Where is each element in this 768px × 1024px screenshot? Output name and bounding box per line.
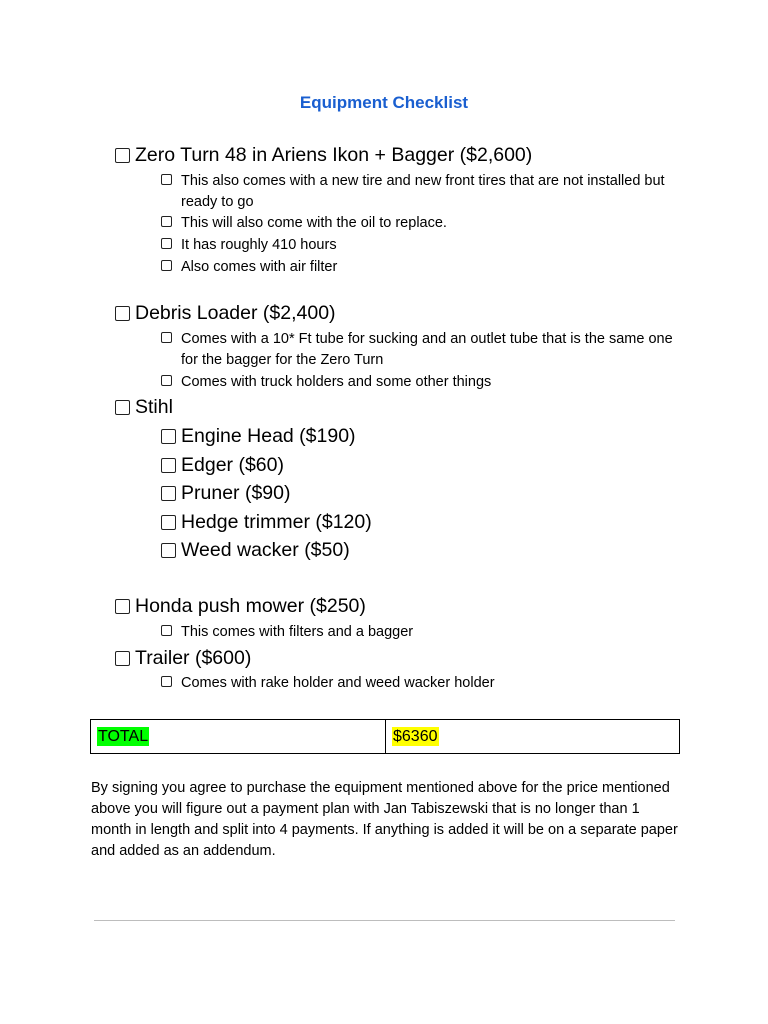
item-label: Zero Turn 48 in Ariens Ikon + Bagger ($2,600) bbox=[135, 144, 533, 166]
total-value: $6360 bbox=[393, 727, 438, 745]
checkbox-debris-loader[interactable] bbox=[115, 306, 130, 321]
sub-item-label: Pruner ($90) bbox=[181, 482, 291, 504]
item-label: Debris Loader ($2,400) bbox=[135, 302, 336, 324]
sub-item[interactable] bbox=[161, 329, 681, 371]
total-row bbox=[91, 720, 680, 754]
item-label: Honda push mower ($250) bbox=[135, 595, 366, 617]
sub-item-engine-head[interactable] bbox=[161, 425, 356, 448]
checkbox[interactable] bbox=[161, 375, 172, 386]
checkbox[interactable] bbox=[161, 238, 172, 249]
sub-item-label: Engine Head ($190) bbox=[181, 425, 356, 447]
checklist-item-stihl[interactable] bbox=[115, 396, 173, 419]
sub-item-label: Comes with a 10* Ft tube for sucking and an outlet tube that is the same one for the bagger for the Zero Turn bbox=[181, 331, 673, 368]
sub-item[interactable] bbox=[161, 673, 681, 694]
sub-item[interactable] bbox=[161, 235, 681, 256]
sub-item-label: Edger ($60) bbox=[181, 454, 284, 476]
sub-item-label: Comes with truck holders and some other things bbox=[181, 374, 492, 390]
checkbox[interactable] bbox=[161, 486, 176, 501]
sub-item-label: It has roughly 410 hours bbox=[181, 237, 337, 253]
checkbox[interactable] bbox=[161, 625, 172, 636]
checklist-item-zero-turn[interactable] bbox=[115, 144, 532, 167]
sub-item-label: Hedge trimmer ($120) bbox=[181, 511, 372, 533]
checklist-item-honda[interactable] bbox=[115, 595, 366, 618]
sub-item-label: Comes with rake holder and weed wacker holder bbox=[181, 675, 495, 691]
sub-item-pruner[interactable] bbox=[161, 482, 290, 505]
signature-line bbox=[94, 920, 675, 921]
checklist-item-debris-loader[interactable] bbox=[115, 302, 336, 325]
agreement-text: By signing you agree to purchase the equipment mentioned above for the price mentioned above you will figure out a payment plan with Jan Tabiszewski that is no longer than 1 month in length and split into 4 payments. If anything is added it will be on a separate paper and added as an addendum. bbox=[91, 780, 678, 859]
total-label-cell bbox=[91, 720, 386, 754]
checkbox-honda[interactable] bbox=[115, 599, 130, 614]
checkbox[interactable] bbox=[161, 216, 172, 227]
checklist-item-trailer[interactable] bbox=[115, 647, 251, 670]
sub-item-weed-wacker[interactable] bbox=[161, 539, 350, 562]
sub-item[interactable] bbox=[161, 171, 681, 213]
sub-item-hedge-trimmer[interactable] bbox=[161, 511, 372, 534]
item-label: Trailer ($600) bbox=[135, 647, 252, 669]
checkbox[interactable] bbox=[161, 676, 172, 687]
checkbox-stihl[interactable] bbox=[115, 400, 130, 415]
checkbox[interactable] bbox=[161, 429, 176, 444]
item-label: Stihl bbox=[135, 396, 173, 418]
checkbox-trailer[interactable] bbox=[115, 651, 130, 666]
sub-item[interactable] bbox=[161, 257, 681, 278]
total-table bbox=[90, 719, 680, 754]
sub-item-label: Also comes with air filter bbox=[181, 259, 338, 275]
sub-item[interactable] bbox=[161, 372, 681, 393]
sub-item-label: This comes with filters and a bagger bbox=[181, 624, 414, 640]
sub-item-label: Weed wacker ($50) bbox=[181, 539, 350, 561]
checkbox[interactable] bbox=[161, 260, 172, 271]
total-label: TOTAL bbox=[98, 727, 149, 745]
sub-item[interactable] bbox=[161, 213, 681, 234]
checkbox[interactable] bbox=[161, 332, 172, 343]
checkbox[interactable] bbox=[161, 515, 176, 530]
checkbox[interactable] bbox=[161, 174, 172, 185]
page-title: Equipment Checklist bbox=[299, 93, 469, 112]
sub-item-label: This will also come with the oil to replace. bbox=[181, 215, 447, 231]
total-value-cell bbox=[386, 720, 680, 754]
sub-item[interactable] bbox=[161, 622, 681, 643]
checkbox-zero-turn[interactable] bbox=[115, 148, 130, 163]
checkbox[interactable] bbox=[161, 543, 176, 558]
sub-item-label: This also comes with a new tire and new front tires that are not installed but ready to go bbox=[181, 173, 665, 210]
checkbox[interactable] bbox=[161, 458, 176, 473]
sub-item-edger[interactable] bbox=[161, 454, 284, 477]
